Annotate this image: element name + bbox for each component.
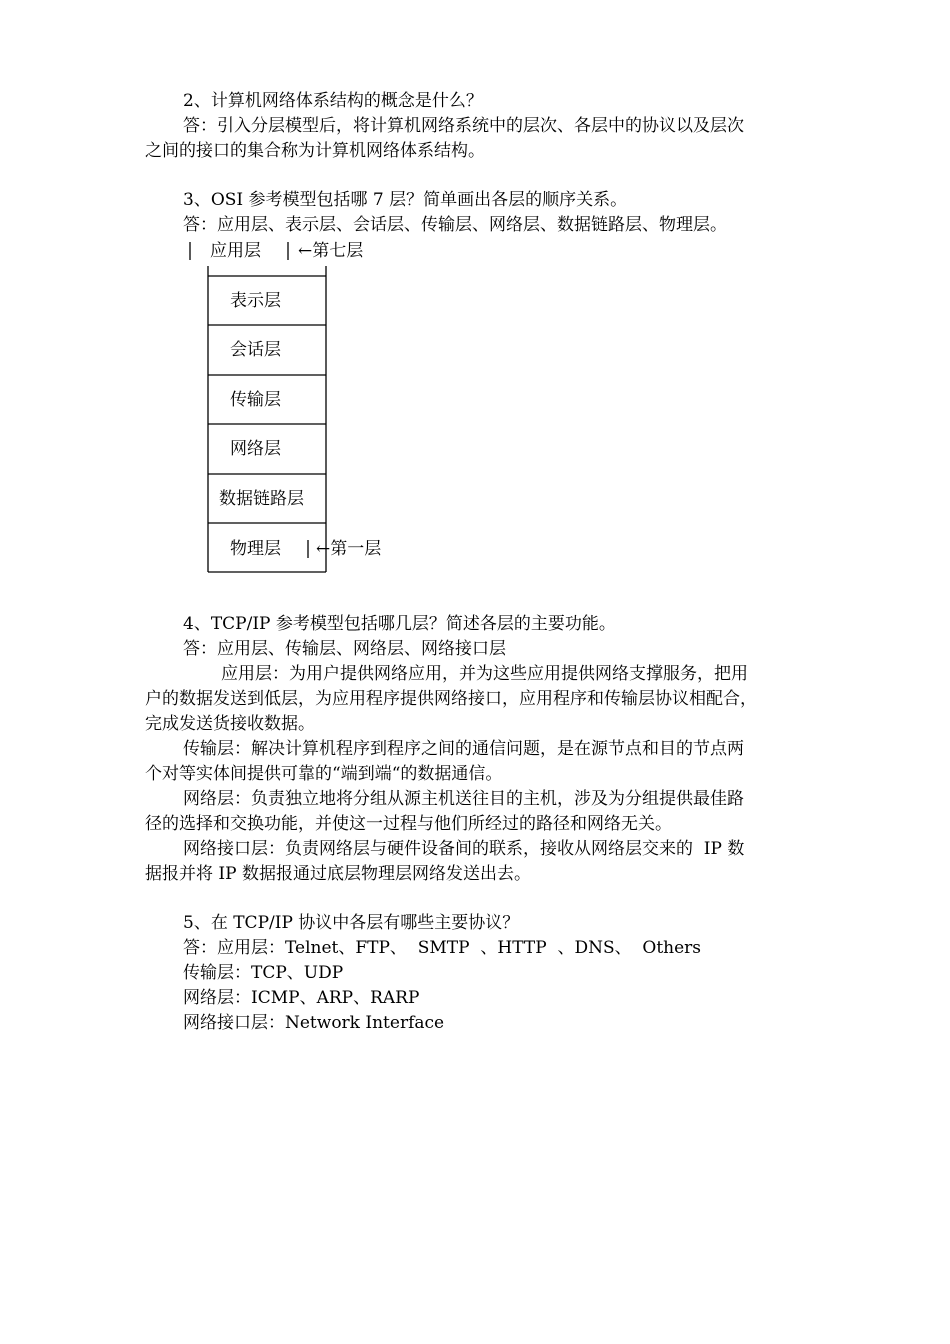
q5-question: 5、在 TCP/IP 协议中各层有哪些主要协议？ <box>183 913 520 933</box>
q4-interface-line-1: 网络接口层：负责网络层与硬件设备间的联系，接收从网络层交来的 IP 数 <box>183 839 745 859</box>
osi-layer-7-label: 应用层 <box>210 241 261 261</box>
osi-layer-diagram <box>186 238 416 586</box>
q5-network-protocols: 网络层：ICMP、ARP、RARP <box>183 988 420 1008</box>
q4-transport-line-2: 个对等实体间提供可靠的“端到端“的数据通信。 <box>145 764 503 784</box>
osi-diagram-lines <box>186 238 416 586</box>
q4-network-line-1: 网络层：负责独立地将分组从源主机送往目的主机，涉及为分组提供最佳路 <box>183 789 744 809</box>
q4-app-line-1: 应用层：为用户提供网络应用，并为这些应用提供网络支撑服务，把用 <box>221 664 748 684</box>
osi-layer-1-label: 物理层 <box>230 539 281 559</box>
q4-transport-line-1: 传输层：解决计算机程序到程序之间的通信问题，是在源节点和目的节点两 <box>183 739 744 759</box>
osi-layer-2-label: 数据链路层 <box>219 489 304 509</box>
q4-network-line-2: 径的选择和交换功能，并使这一过程与他们所经过的路径和网络无关。 <box>145 814 672 834</box>
osi-bottom-annotation: ←第一层 <box>316 539 382 559</box>
q5-transport-protocols: 传输层：TCP、UDP <box>183 963 344 983</box>
osi-layer-3-label: 网络层 <box>230 439 281 459</box>
osi-layer-5-label: 会话层 <box>230 340 281 360</box>
q4-interface-line-2: 据报并将 IP 数据报通过底层物理层网络发送出去。 <box>145 864 531 884</box>
osi-layer-4-label: 传输层 <box>230 390 281 410</box>
osi-layer-6-label: 表示层 <box>230 291 281 311</box>
q5-interface-protocols: 网络接口层：Network Interface <box>183 1013 445 1033</box>
q4-question: 4、TCP/IP 参考模型包括哪几层？简述各层的主要功能。 <box>183 614 616 634</box>
q3-answer: 答：应用层、表示层、会话层、传输层、网络层、数据链路层、物理层。 <box>183 215 727 235</box>
q3-question: 3、OSI 参考模型包括哪 7 层？简单画出各层的顺序关系。 <box>183 190 628 210</box>
q4-app-line-3: 完成发送货接收数据。 <box>145 714 315 734</box>
q2-question: 2、计算机网络体系结构的概念是什么？ <box>183 91 483 111</box>
osi-top-annotation: ←第七层 <box>298 241 364 261</box>
q5-application-protocols: 答：应用层：Telnet、FTP、 SMTP 、HTTP 、DNS、 Others <box>183 938 702 958</box>
q2-answer-line-1: 答：引入分层模型后，将计算机网络系统中的层次、各层中的协议以及层次 <box>183 116 744 136</box>
q4-answer: 答：应用层、传输层、网络层、网络接口层 <box>183 639 506 659</box>
q2-answer-line-2: 之间的接口的集合称为计算机网络体系结构。 <box>145 141 485 161</box>
q4-app-line-2: 户的数据发送到低层，为应用程序提供网络接口，应用程序和传输层协议相配合， <box>145 689 757 709</box>
